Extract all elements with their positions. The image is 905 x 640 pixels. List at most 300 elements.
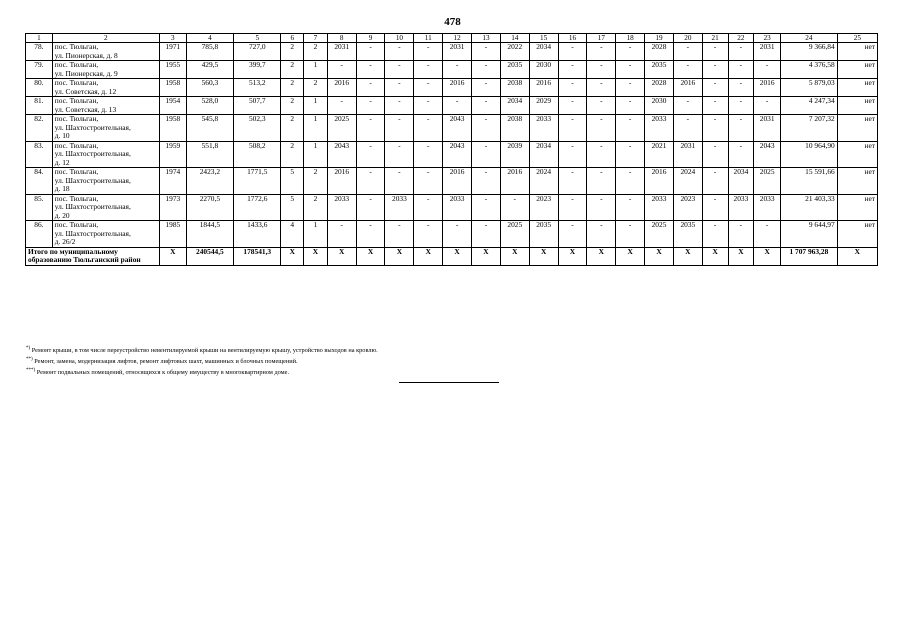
data-cell: 2016 [327, 168, 356, 195]
data-cell: 2024 [529, 168, 558, 195]
data-cell: 2043 [443, 141, 472, 168]
data-cell: - [702, 194, 728, 221]
data-cell: 2016 [443, 168, 472, 195]
data-cell: нет [837, 43, 877, 61]
table-row [26, 221, 878, 248]
data-cell: 1772,6 [234, 194, 281, 221]
row-number: 80. [26, 79, 53, 97]
data-cell: - [472, 141, 501, 168]
data-cell: - [443, 221, 472, 248]
data-cell: нет [837, 61, 877, 79]
data-cell: - [414, 61, 443, 79]
data-cell: - [414, 43, 443, 61]
data-cell: 2039 [500, 141, 529, 168]
data-cell: - [414, 141, 443, 168]
row-number: 86. [26, 221, 53, 248]
data-cell: - [616, 141, 645, 168]
address-line: пос. Тюльган, [54, 60, 99, 70]
data-cell: - [356, 115, 385, 142]
data-cell: 2016 [754, 79, 781, 97]
data-cell: 5 [281, 194, 304, 221]
data-cell: - [728, 43, 754, 61]
data-cell: 2033 [443, 194, 472, 221]
capital-repair-table [25, 33, 878, 266]
address-cell [52, 97, 159, 115]
data-cell: - [673, 115, 702, 142]
data-cell: 508,2 [234, 141, 281, 168]
column-header: 3 [159, 34, 186, 43]
data-cell: - [385, 141, 414, 168]
column-header: 19 [645, 34, 674, 43]
total-cell: Х [702, 247, 728, 265]
data-cell: - [587, 141, 616, 168]
data-cell: - [558, 221, 587, 248]
column-header: 8 [327, 34, 356, 43]
data-cell: - [356, 194, 385, 221]
data-cell: 2025 [754, 168, 781, 195]
data-cell: 9 644,97 [781, 221, 838, 248]
data-cell: - [587, 61, 616, 79]
data-cell: 2033 [529, 115, 558, 142]
column-header: 25 [837, 34, 877, 43]
data-cell: 502,3 [234, 115, 281, 142]
table-row [26, 61, 878, 79]
footnote-mark: *) [26, 346, 31, 351]
address-cell [52, 194, 159, 221]
data-cell: - [616, 221, 645, 248]
address-line: ул. Шахтостроительная, [54, 228, 131, 238]
data-cell: 2031 [327, 43, 356, 61]
data-cell: нет [837, 141, 877, 168]
data-cell: нет [837, 168, 877, 195]
column-header: 18 [616, 34, 645, 43]
data-cell: 5 [281, 168, 304, 195]
data-cell: 2035 [645, 61, 674, 79]
data-cell: - [728, 141, 754, 168]
total-cell: Х [558, 247, 587, 265]
data-cell: 4 376,58 [781, 61, 838, 79]
data-cell: нет [837, 97, 877, 115]
data-cell: - [558, 61, 587, 79]
data-cell: 2 [304, 79, 328, 97]
address-line: д. 10 [54, 131, 70, 141]
address-line: ул. Пионерская, д. 8 [54, 50, 118, 60]
data-cell: - [385, 43, 414, 61]
data-cell: - [702, 43, 728, 61]
address-line: д. 20 [54, 210, 70, 220]
table-row [26, 79, 878, 97]
address-line: ул. Советская, д. 12 [54, 86, 117, 96]
data-cell: - [587, 194, 616, 221]
address-line: ул. Шахтостроительная, [54, 149, 131, 159]
column-number-row [26, 34, 878, 43]
data-cell: 7 207,32 [781, 115, 838, 142]
data-cell: - [385, 61, 414, 79]
data-cell: 2033 [645, 115, 674, 142]
data-cell: нет [837, 221, 877, 248]
data-cell: - [587, 79, 616, 97]
total-cell: Х [500, 247, 529, 265]
column-header: 7 [304, 34, 328, 43]
data-cell: - [327, 221, 356, 248]
data-cell: 2022 [500, 43, 529, 61]
data-cell: 2033 [645, 194, 674, 221]
data-cell: 2 [304, 168, 328, 195]
data-cell: - [385, 168, 414, 195]
data-cell: - [616, 79, 645, 97]
data-cell: - [356, 43, 385, 61]
total-cell: Х [304, 247, 328, 265]
data-cell: 2 [281, 97, 304, 115]
data-cell: 1958 [159, 115, 186, 142]
data-cell: 1955 [159, 61, 186, 79]
data-cell: 2 [281, 115, 304, 142]
total-cell: 1 707 963,28 [781, 247, 838, 265]
column-header: 4 [186, 34, 233, 43]
table-row [26, 168, 878, 195]
footnote [26, 355, 876, 366]
data-cell: 21 403,33 [781, 194, 838, 221]
data-cell: 2035 [529, 221, 558, 248]
address-cell [52, 115, 159, 142]
data-cell: - [414, 79, 443, 97]
data-cell: 2 [304, 194, 328, 221]
address-line: пос. Тюльган, [54, 220, 99, 230]
data-cell: 727,0 [234, 43, 281, 61]
address-cell [52, 43, 159, 61]
footnotes [26, 344, 876, 377]
data-cell: 2033 [385, 194, 414, 221]
data-cell: 2034 [728, 168, 754, 195]
address-cell [52, 61, 159, 79]
column-header: 13 [472, 34, 501, 43]
row-number: 83. [26, 141, 53, 168]
data-cell: - [754, 221, 781, 248]
data-cell: - [673, 43, 702, 61]
data-cell: 9 366,84 [781, 43, 838, 61]
address-line: д. 26/2 [54, 237, 76, 247]
data-cell: 1974 [159, 168, 186, 195]
data-cell: - [356, 141, 385, 168]
data-cell: - [702, 97, 728, 115]
data-cell: - [616, 61, 645, 79]
column-header: 17 [587, 34, 616, 43]
total-cell: Х [159, 247, 186, 265]
footnote-text: Ремонт подвальных помещений, относящихся к общему имуществу в многоквартирном доме. [36, 369, 290, 377]
data-cell: 1971 [159, 43, 186, 61]
data-cell: 2029 [529, 97, 558, 115]
data-cell: - [728, 61, 754, 79]
data-cell: 1 [304, 221, 328, 248]
total-cell: Х [281, 247, 304, 265]
column-header: 24 [781, 34, 838, 43]
column-header: 11 [414, 34, 443, 43]
data-cell: - [616, 194, 645, 221]
data-cell: 2 [281, 43, 304, 61]
data-cell: 2030 [645, 97, 674, 115]
address-line: ул. Шахтостроительная, [54, 122, 131, 132]
total-cell: Х [616, 247, 645, 265]
data-cell: 2034 [529, 43, 558, 61]
data-cell: - [728, 79, 754, 97]
data-cell: 2031 [754, 115, 781, 142]
total-cell: Х [728, 247, 754, 265]
column-header: 12 [443, 34, 472, 43]
data-cell: 1985 [159, 221, 186, 248]
data-cell: - [414, 221, 443, 248]
data-cell: 2016 [443, 79, 472, 97]
data-cell: - [356, 61, 385, 79]
total-label: Итого по муниципальному образованию Тюльганский район [26, 247, 160, 265]
data-cell: 2028 [645, 79, 674, 97]
data-cell: 2034 [529, 141, 558, 168]
data-cell: - [702, 141, 728, 168]
data-cell: - [616, 97, 645, 115]
total-cell: Х [414, 247, 443, 265]
address-line: пос. Тюльган, [54, 141, 99, 150]
data-cell: 513,2 [234, 79, 281, 97]
data-cell: - [754, 61, 781, 79]
data-cell: 2043 [754, 141, 781, 168]
data-cell: 2030 [529, 61, 558, 79]
data-cell: 2024 [673, 168, 702, 195]
data-cell: - [702, 221, 728, 248]
data-cell: 4 [281, 221, 304, 248]
data-cell: 2016 [529, 79, 558, 97]
data-cell: - [587, 43, 616, 61]
data-cell: 2023 [529, 194, 558, 221]
data-cell: - [558, 115, 587, 142]
data-cell: - [558, 141, 587, 168]
data-cell: нет [837, 194, 877, 221]
column-header: 14 [500, 34, 529, 43]
data-cell: 2035 [500, 61, 529, 79]
data-cell: - [558, 43, 587, 61]
end-divider [399, 382, 499, 383]
address-cell [52, 79, 159, 97]
total-cell: Х [529, 247, 558, 265]
data-cell: 2033 [728, 194, 754, 221]
data-cell: 2025 [645, 221, 674, 248]
data-cell: - [472, 168, 501, 195]
data-cell: 2043 [327, 141, 356, 168]
data-cell: - [356, 79, 385, 97]
data-cell: 2016 [645, 168, 674, 195]
data-cell: 2038 [500, 79, 529, 97]
data-cell: - [587, 97, 616, 115]
column-header: 16 [558, 34, 587, 43]
data-cell: - [385, 79, 414, 97]
data-cell: - [327, 97, 356, 115]
data-cell: - [558, 79, 587, 97]
data-cell: 1958 [159, 79, 186, 97]
column-header: 22 [728, 34, 754, 43]
data-cell: - [558, 168, 587, 195]
data-cell: 545,8 [186, 115, 233, 142]
data-cell: 2 [304, 43, 328, 61]
address-line: пос. Тюльган, [54, 42, 99, 51]
total-cell: Х [645, 247, 674, 265]
column-header: 15 [529, 34, 558, 43]
data-cell: - [673, 97, 702, 115]
address-line: пос. Тюльган, [54, 78, 99, 88]
table-row [26, 43, 878, 61]
data-cell: 560,3 [186, 79, 233, 97]
data-cell: 429,5 [186, 61, 233, 79]
total-cell: Х [327, 247, 356, 265]
data-cell: - [702, 61, 728, 79]
total-cell: Х [837, 247, 877, 265]
data-cell: - [558, 97, 587, 115]
data-cell: - [414, 97, 443, 115]
data-cell: 507,7 [234, 97, 281, 115]
table-row [26, 97, 878, 115]
total-cell: Х [754, 247, 781, 265]
data-cell: - [472, 79, 501, 97]
data-cell: 1 [304, 141, 328, 168]
data-cell: - [414, 194, 443, 221]
data-cell: 2016 [673, 79, 702, 97]
row-number: 78. [26, 43, 53, 61]
address-line: ул. Пионерская, д. 9 [54, 68, 118, 78]
row-number: 84. [26, 168, 53, 195]
total-cell: Х [443, 247, 472, 265]
data-cell: 399,7 [234, 61, 281, 79]
footnote-mark: ***) [26, 368, 36, 374]
data-cell: - [728, 115, 754, 142]
address-line: д. 18 [54, 184, 70, 194]
data-cell: - [728, 97, 754, 115]
data-cell: - [616, 43, 645, 61]
data-cell: 528,0 [186, 97, 233, 115]
data-cell: 2033 [327, 194, 356, 221]
data-cell: 2423,2 [186, 168, 233, 195]
data-cell: - [385, 97, 414, 115]
column-header: 1 [26, 34, 53, 43]
row-number: 81. [26, 97, 53, 115]
data-cell: - [414, 168, 443, 195]
data-cell: 1 [304, 115, 328, 142]
data-cell: - [472, 43, 501, 61]
data-cell: 5 879,03 [781, 79, 838, 97]
data-cell: 2025 [327, 115, 356, 142]
data-cell: 2043 [443, 115, 472, 142]
data-cell: - [728, 221, 754, 248]
data-cell: - [587, 221, 616, 248]
data-cell: 15 591,66 [781, 168, 838, 195]
column-header: 6 [281, 34, 304, 43]
data-cell: 10 964,90 [781, 141, 838, 168]
column-header: 2 [52, 34, 159, 43]
column-header: 9 [356, 34, 385, 43]
total-cell: Х [356, 247, 385, 265]
data-cell: - [558, 194, 587, 221]
page-number: 478 [444, 16, 461, 28]
data-cell: 2 [281, 61, 304, 79]
column-header: 23 [754, 34, 781, 43]
data-cell: 2028 [645, 43, 674, 61]
total-cell: Х [673, 247, 702, 265]
address-cell [52, 221, 159, 248]
footnote-mark: **) [26, 357, 33, 363]
data-cell: 2270,5 [186, 194, 233, 221]
data-cell: 4 247,34 [781, 97, 838, 115]
data-cell: 785,8 [186, 43, 233, 61]
data-cell: 2 [281, 79, 304, 97]
data-cell: 2016 [327, 79, 356, 97]
data-cell: 1959 [159, 141, 186, 168]
address-cell [52, 141, 159, 168]
footnote [26, 366, 876, 377]
data-cell: - [327, 61, 356, 79]
footnote-text: Ремонт крыши, в том числе переустройство невентилируемой крыши на вентилируемую крышу, устройство выходов на кровлю. [31, 347, 378, 355]
data-cell: - [356, 97, 385, 115]
data-cell: 2023 [673, 194, 702, 221]
data-cell: - [385, 221, 414, 248]
total-cell: 240544,5 [186, 247, 233, 265]
data-cell: - [385, 115, 414, 142]
data-cell: 1433,6 [234, 221, 281, 248]
address-line: пос. Тюльган, [54, 194, 99, 203]
data-cell: - [500, 194, 529, 221]
data-cell: 551,8 [186, 141, 233, 168]
data-cell: 1 [304, 61, 328, 79]
data-cell: 2031 [443, 43, 472, 61]
total-cell: 178541,3 [234, 247, 281, 265]
data-cell: - [472, 61, 501, 79]
data-cell: - [472, 194, 501, 221]
total-cell: Х [385, 247, 414, 265]
data-cell: - [356, 221, 385, 248]
footnote-text: Ремонт, замена, модернизация лифтов, ремонт лифтовых шахт, машинных и блочных помещений. [34, 358, 298, 366]
data-cell: 1973 [159, 194, 186, 221]
row-number: 79. [26, 61, 53, 79]
data-cell: 1 [304, 97, 328, 115]
data-cell: 2033 [754, 194, 781, 221]
address-cell [52, 168, 159, 195]
data-cell: - [616, 168, 645, 195]
data-cell: - [472, 97, 501, 115]
address-line: ул. Шахтостроительная, [54, 175, 131, 185]
address-line: ул. Шахтостроительная, [54, 202, 131, 212]
data-cell: 2 [281, 141, 304, 168]
data-cell: - [702, 168, 728, 195]
data-cell: 2035 [673, 221, 702, 248]
data-cell: 1954 [159, 97, 186, 115]
data-cell: 2021 [645, 141, 674, 168]
data-cell: - [616, 115, 645, 142]
data-cell: 1844,5 [186, 221, 233, 248]
column-header: 10 [385, 34, 414, 43]
total-cell: Х [587, 247, 616, 265]
address-line: пос. Тюльган, [54, 114, 99, 124]
data-cell: - [414, 115, 443, 142]
table-row [26, 194, 878, 221]
address-line: д. 12 [54, 157, 70, 167]
data-cell: 2034 [500, 97, 529, 115]
column-header: 20 [673, 34, 702, 43]
data-cell: - [472, 221, 501, 248]
address-line: пос. Тюльган, [54, 96, 99, 106]
data-cell: нет [837, 79, 877, 97]
data-cell: - [587, 168, 616, 195]
data-cell: - [587, 115, 616, 142]
data-cell: нет [837, 115, 877, 142]
table-row [26, 141, 878, 168]
total-row [26, 247, 878, 265]
data-cell: - [673, 61, 702, 79]
data-cell: 2031 [754, 43, 781, 61]
